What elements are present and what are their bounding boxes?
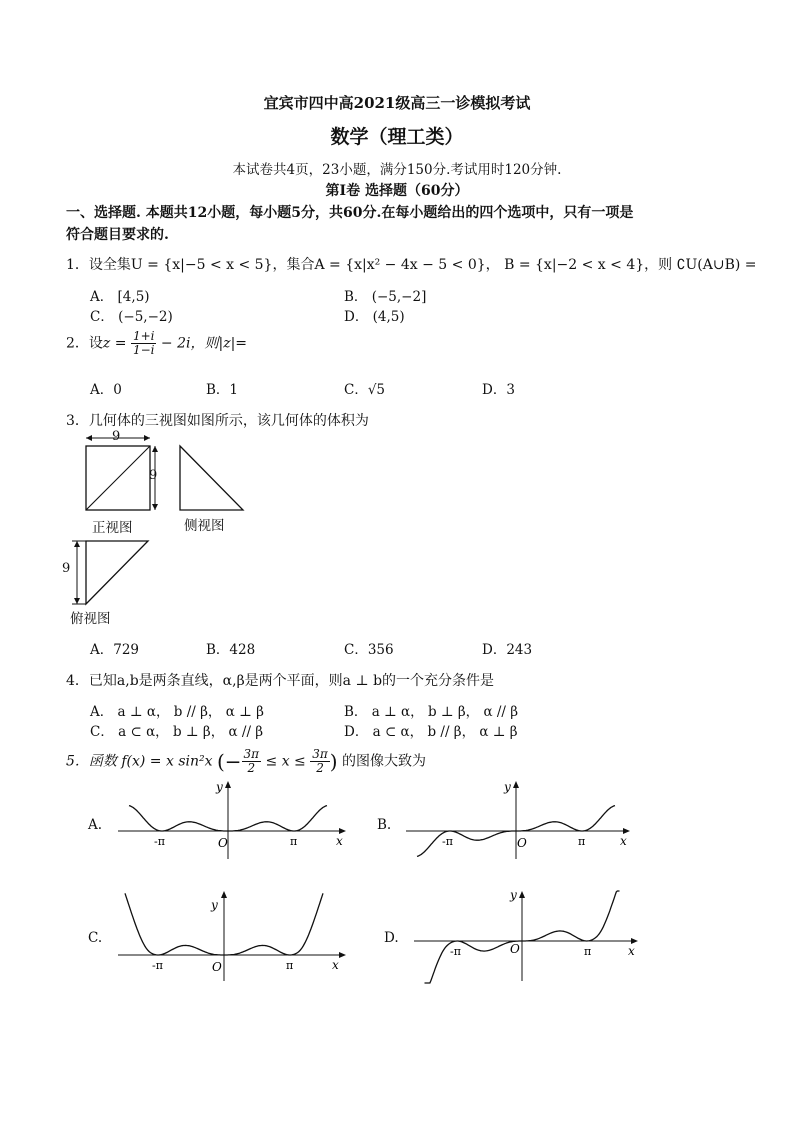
q3-option-d: D．243 (482, 642, 533, 658)
q4-option-a: A． a ⊥ α， b // β， α ⊥ β (90, 704, 264, 720)
q2-option-d: D．3 (482, 382, 515, 398)
front-arrow-bottom (152, 504, 158, 510)
q2-stem (66, 330, 247, 357)
top-view (72, 541, 148, 604)
q2-denominator: 1−i (132, 343, 155, 357)
side-view-triangle (180, 446, 243, 510)
q4-option-c: C． a ⊂ α， b ⊥ β， α // β (90, 724, 264, 740)
front-diagonal (86, 446, 150, 510)
q4-option-b: B． a ⊥ α， b ⊥ β， α // β (344, 704, 519, 720)
q5-stem (66, 748, 426, 775)
q3-stem: 3．几何体的三视图如图所示，该几何体的体积为 (66, 413, 369, 429)
front-arrow-right (144, 435, 150, 441)
q5-fraction-left: $\frac{3\pi}{2}$ (243, 747, 260, 775)
graph-a-pi: π (290, 835, 298, 848)
q4-stem: 4．已知a,b是两条直线，α,β是两个平面，则a ⊥ b的一个充分条件是 (66, 673, 495, 689)
graph-b-x-label: x (620, 834, 627, 848)
q1-option-a: A． [4,5) (90, 289, 150, 305)
q2-prefix: 2．设 (66, 335, 103, 352)
q3-option-b: B．428 (206, 642, 256, 658)
q2-z: z = (102, 335, 127, 352)
part1-line2: 符合题目要求的. (66, 227, 169, 243)
graph-a (110, 775, 350, 865)
q3-option-a: A．729 (90, 642, 140, 658)
q5-graph-label-d: D. (384, 930, 399, 946)
q5-paren-right: ) (329, 749, 338, 774)
section-title: 第Ⅰ卷 选择题（60分） (325, 183, 469, 199)
graph-c-x-arrow (339, 952, 346, 958)
graph-b-y-label: y (504, 780, 511, 794)
front-arrow-left (86, 435, 92, 441)
graph-a-origin: O (218, 836, 228, 850)
graph-a-neg-pi: -π (154, 835, 165, 848)
top-arrow-top (74, 541, 80, 547)
q1-option-b: B． (−5,−2] (344, 289, 427, 305)
graph-b-neg-pi: -π (442, 835, 453, 848)
top-height-label: 9 (62, 561, 71, 576)
graph-c-y-label: y (211, 898, 218, 912)
exam-title: 宜宾市四中高2021级高三一诊模拟考试 (263, 94, 531, 112)
graph-c (110, 885, 350, 985)
top-view-label: 俯视图 (70, 611, 111, 627)
front-arrow-top (152, 446, 158, 452)
q5-graph-label-c: C. (88, 930, 103, 946)
graph-c-pi: π (286, 959, 294, 972)
q5-suffix: 的图像大致为 (342, 753, 427, 770)
q1-option-c: C． (−5,−2) (90, 309, 173, 325)
exam-info: 本试卷共4页，23小题，满分150分.考试用时120分钟. (232, 162, 562, 178)
q4-option-d: D． a ⊂ α， b // β， α ⊥ β (344, 724, 518, 740)
graph-a-y-arrow (225, 781, 231, 788)
graph-b-pi: π (578, 835, 586, 848)
q5-paren-left: (− (216, 749, 242, 774)
graph-a-y-label: y (216, 780, 223, 794)
q2-option-b: B．1 (206, 382, 239, 398)
q2-rest: − 2i，则|z|= (160, 335, 248, 352)
q3-option-c: C．356 (344, 642, 394, 658)
subject-title: 数学（理工类） (330, 126, 464, 148)
q5-inequality: ≤ x ≤ (265, 753, 306, 770)
q2-option-c: C．√5 (344, 382, 386, 398)
q1-option-d: D． (4,5) (344, 309, 405, 325)
graph-c-x-label: x (332, 958, 339, 972)
part1-line1: 一、选择题. 本题共12小题，每小题5分，共60分.在每小题给出的四个选项中，只有一项是 (66, 205, 634, 221)
graph-b-y-arrow (513, 781, 519, 788)
q5-graph-label-a: A. (88, 817, 103, 833)
front-width-label: 9 (112, 429, 121, 444)
q2-numerator: 1+i (132, 329, 155, 343)
graph-d-y-label: y (510, 888, 517, 902)
q5-prefix: 5．函数 f(x) = x sin²x (66, 753, 213, 770)
graph-d-origin: O (510, 942, 520, 956)
front-view (86, 435, 158, 510)
front-view-label: 正视图 (92, 520, 133, 536)
q1-stem: 1．设全集U = {x|−5 < x < 5}，集合A = {x|x² − 4x − 5 < 0}， B = {x|−2 < x < 4}，则 ∁U(A∪B) = (66, 257, 757, 273)
side-view-label: 侧视图 (184, 518, 225, 534)
graph-c-origin: O (212, 960, 222, 974)
graph-d-y-arrow (519, 891, 525, 898)
top-view-triangle (86, 541, 148, 604)
front-height-label: 9 (149, 468, 158, 483)
graph-d-neg-pi: -π (450, 945, 461, 958)
graph-c-y-arrow (221, 891, 227, 898)
q5-fraction-right: $\frac{3\pi}{2}$ (312, 747, 328, 775)
graph-d-x-label: x (628, 944, 635, 958)
q2-option-a: A．0 (90, 382, 122, 398)
q2-fraction (131, 330, 157, 357)
graph-d-pi: π (584, 945, 592, 958)
graph-a-x-label: x (336, 834, 343, 848)
graph-b-origin: O (517, 836, 527, 850)
graph-d (410, 885, 650, 985)
graph-b (398, 775, 638, 865)
top-arrow-bottom (74, 598, 80, 604)
graph-c-neg-pi: -π (152, 959, 163, 972)
q5-graph-label-b: B. (377, 817, 392, 833)
